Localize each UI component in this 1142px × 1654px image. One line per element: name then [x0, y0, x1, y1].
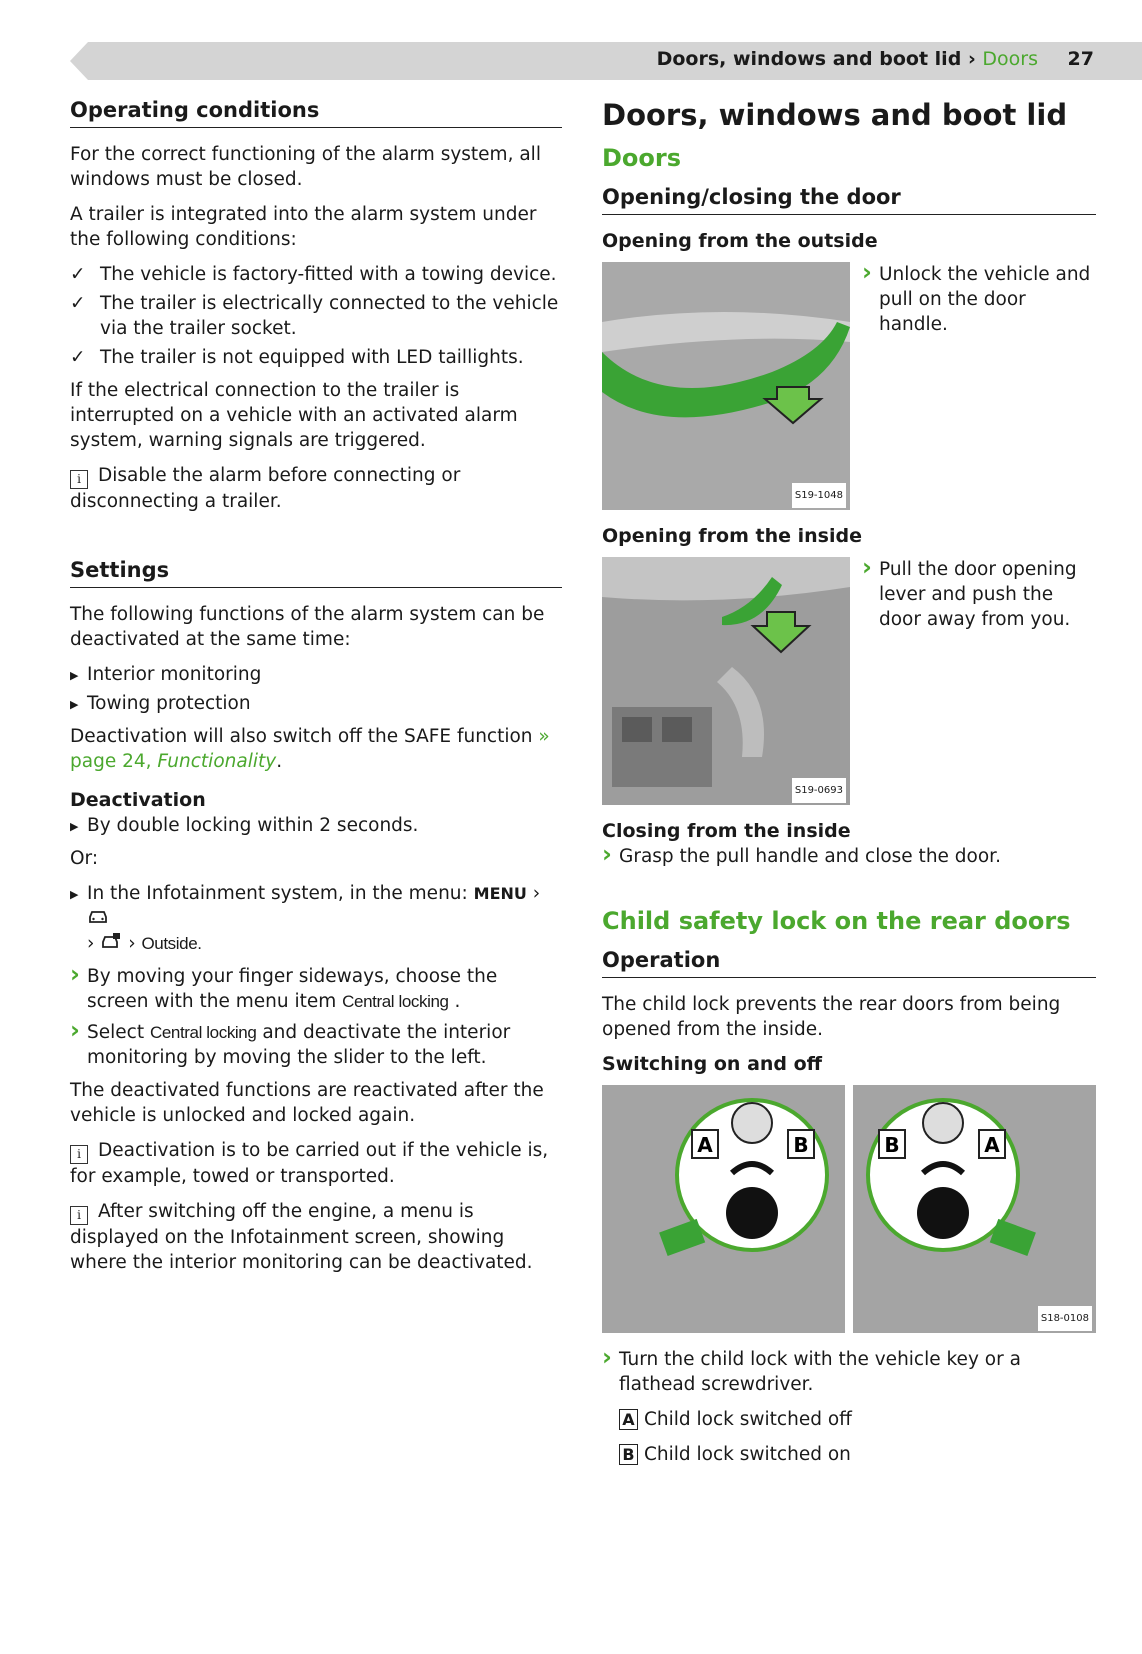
info-icon: i: [70, 470, 88, 489]
settings-p1: The following functions of the alarm system can be deactivated at the same time:: [70, 604, 545, 650]
legend-b: B Child lock switched on: [602, 1442, 1096, 1467]
outside-heading: Opening from the outside: [602, 230, 878, 252]
inside-heading: Opening from the inside: [602, 525, 862, 547]
child-lock-heading: Child safety lock on the rear doors: [602, 907, 1071, 935]
settings-note2: i After switching off the engine, a menu is displayed on the Infotainment screen, showing where the interior monitoring can be deactivated.: [70, 1201, 533, 1273]
door-lever-inside-image: [602, 557, 850, 805]
deactivation-heading: Deactivation: [70, 789, 206, 811]
child-lock-left-image: [602, 1085, 845, 1333]
figure-child-lock: [602, 1085, 1096, 1333]
settings-heading: Settings: [70, 558, 562, 588]
info-icon: i: [70, 1145, 88, 1164]
list-item: ▶ By double locking within 2 seconds.: [70, 813, 562, 838]
page-link[interactable]: » page 24, Functionality: [70, 726, 550, 772]
running-header: Doors, windows and boot lid › Doors: [656, 48, 1038, 70]
operating-note: i Disable the alarm before connecting or disconnecting a trailer.: [70, 465, 461, 512]
list-item: ▶ Towing protection: [70, 691, 562, 716]
figure-code: S19-1048: [792, 483, 846, 508]
check-item: ✓ The trailer is electrically connected to the vehicle via the trailer socket.: [70, 291, 562, 341]
closing-heading: Closing from the inside: [602, 820, 851, 842]
step: › Select Central locking and deactivate the interior monitoring by moving the slider to the left.: [70, 1020, 562, 1070]
operating-p3: If the electrical connection to the trailer is interrupted on a vehicle with an activated alarm system, warning signals are triggered.: [70, 380, 518, 451]
label-b: B: [884, 1133, 900, 1157]
chapter-title: Doors, windows and boot lid: [602, 98, 1068, 132]
label-a: A: [984, 1133, 1000, 1157]
switch-heading: Switching on and off: [602, 1053, 823, 1075]
page-number: 27: [1067, 48, 1094, 70]
closing-step: › Grasp the pull handle and close the door.: [602, 844, 1096, 869]
car-icon: [87, 910, 109, 924]
legend-a: A Child lock switched off: [602, 1407, 1096, 1432]
figure-outside: [602, 262, 1096, 510]
info-icon: i: [70, 1206, 88, 1225]
settings-note1: i Deactivation is to be carried out if the vehicle is, for example, towed or transported.: [70, 1140, 549, 1187]
figure-code: S18-0108: [1038, 1306, 1092, 1331]
car-lock-icon: [100, 933, 122, 949]
inside-step: › Pull the door opening lever and push the door away from you.: [862, 557, 1096, 799]
operating-p1: For the correct functioning of the alarm system, all windows must be closed.: [70, 144, 541, 190]
settings-p3: The deactivated functions are reactivated after the vehicle is unlocked and locked again.: [70, 1080, 544, 1126]
label-b: B: [793, 1133, 809, 1157]
left-column: [70, 98, 562, 1285]
operating-p2: A trailer is integrated into the alarm system under the following conditions:: [70, 204, 537, 250]
or-text: Or:: [70, 848, 99, 869]
section-title: Doors: [602, 144, 682, 172]
opening-closing-heading: Opening/closing the door: [602, 185, 1096, 215]
door-handle-outside-image: [602, 262, 850, 510]
right-column: [602, 98, 1096, 1477]
list-item: ▶ Interior monitoring: [70, 662, 562, 687]
figure-inside: [602, 557, 1096, 805]
check-item: ✓ The vehicle is factory-fitted with a towing device.: [70, 262, 562, 287]
step: › By moving your finger sideways, choose the screen with the menu item Central locking .: [70, 964, 562, 1014]
operation-heading: Operation: [602, 948, 1096, 978]
label-a: A: [697, 1133, 713, 1157]
figure-code: S19-0693: [792, 778, 846, 803]
outside-step: › Unlock the vehicle and pull on the door handle.: [862, 262, 1096, 504]
child-lock-right-image: [853, 1085, 1096, 1333]
settings-p2: Deactivation will also switch off the SAFE function » page 24, Functionality.: [70, 726, 550, 772]
operation-p: The child lock prevents the rear doors from being opened from the inside.: [602, 994, 1061, 1040]
operating-conditions-heading: Operating conditions: [70, 98, 562, 128]
turn-step: › Turn the child lock with the vehicle key or a flathead screwdriver.: [602, 1347, 1096, 1397]
check-item: ✓ The trailer is not equipped with LED taillights.: [70, 345, 562, 370]
infotainment-path: ▶ In the Infotainment system, in the menu: MENU › › › Outside.: [70, 881, 562, 956]
